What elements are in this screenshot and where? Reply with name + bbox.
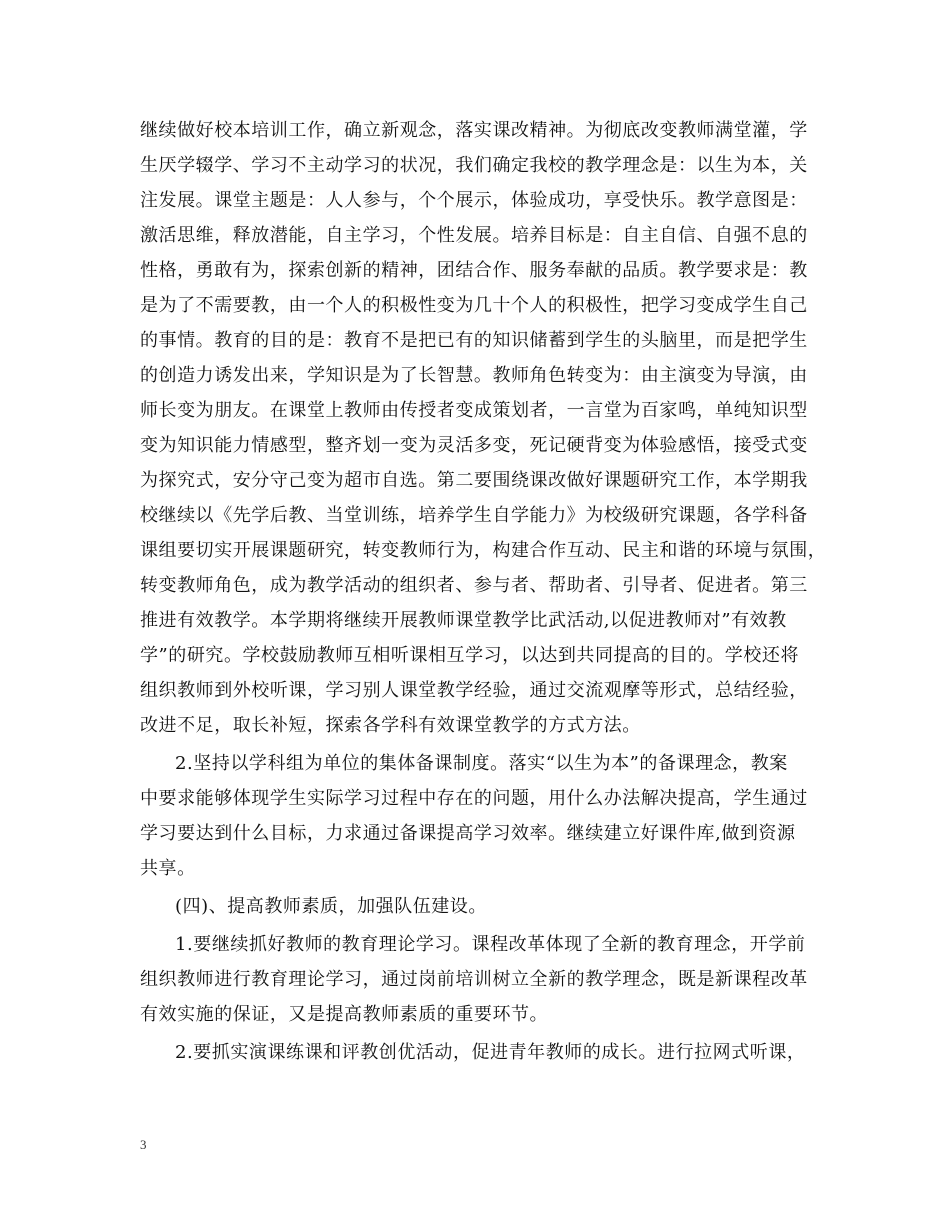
text-line: 改进不足，取长补短，探索各学科有效课堂教学的方式方法。 [140,715,641,736]
text-line: 的事情。教育的目的是：教育不是把已有的知识储蓄到学生的头脑里，而是把学生 [140,330,808,351]
paragraph-5 [140,1035,830,1070]
text-line: 继续做好校本培训工作，确立新观念，落实课改精神。为彻底改变教师满堂灌，学 [140,120,808,141]
text-line: 变为知识能力情感型，整齐划一变为灵活多变，死记硬背变为体验感悟，接受式变 [140,435,808,456]
text-line: 组织教师到外校听课，学习别人课堂教学经验，通过交流观摩等形式，总结经验， [140,680,808,701]
section-heading [140,889,830,924]
text-line: 学习要达到什么目标，力求通过备课提高学习效率。继续建立好课件库,做到资源 [140,823,796,844]
text-line: 生厌学辍学、学习不主动学习的状况，我们确定我校的教学理念是：以生为本，关 [140,155,808,176]
text-line: 2.坚持以学科组为单位的集体备课制度。落实“以生为本”的备课理念，教案 [175,753,788,774]
text-line: 共享。 [140,858,196,879]
text-line: 中要求能够体现学生实际学习过程中存在的问题，用什么办法解决提高，学生通过 [140,788,808,809]
text-line: 1.要继续抓好教师的教育理论学习。课程改革体现了全新的教育理念，开学前 [175,934,806,955]
text-line: 课组要切实开展课题研究，转变教师行为，构建合作互动、民主和谐的环境与氛围， [140,540,827,561]
text-line: 为探究式，安分守己变为超市自选。第二要围绕课改做好课题研究工作，本学期我 [140,470,808,491]
text-line: 的创造力诱发出来，学知识是为了长智慧。教师角色转变为：由主演变为导演，由 [140,365,808,386]
text-line: 组织教师进行教育理论学习，通过岗前培训树立全新的教学理念，既是新课程改革 [140,969,808,990]
text-line: 转变教师角色，成为教学活动的组织者、参与者、帮助者、引导者、促进者。第三 [140,575,808,596]
paragraph-4 [140,927,830,1032]
text-line: 学”的研究。学校鼓励教师互相听课相互学习，以达到共同提高的目的。学校还将 [140,645,799,666]
text-line: 性格，勇敢有为，探索创新的精神，团结合作、服务奉献的品质。教学要求是：教 [140,260,808,281]
paragraph-1 [140,113,830,743]
document-body [140,113,830,1070]
text-line: 激活思维，释放潜能，自主学习，个性发展。培养目标是：自主自信、自强不息的 [140,225,808,246]
text-line: 注发展。课堂主题是：人人参与，个个展示，体验成功，享受快乐。教学意图是： [140,190,808,211]
text-line: 推进有效教学。本学期将继续开展教师课堂教学比武活动,以促进教师对”有效教 [140,610,787,631]
text-line: 校继续以《先学后教、当堂训练，培养学生自学能力》为校级研究课题，各学科备 [140,505,808,526]
text-line: 2.要抓实演课练课和评教创优活动，促进青年教师的成长。进行拉网式听课， [175,1042,806,1063]
text-line: 师长变为朋友。在课堂上教师由传授者变成策划者，一言堂为百家鸣，单纯知识型 [140,400,808,421]
text-line: 是为了不需要教，由一个人的积极性变为几十个人的积极性，把学习变成学生自己 [140,295,808,316]
text-line: (四)、提高教师素质，加强队伍建设。 [175,896,487,917]
page-number: 3 [140,1137,147,1152]
text-line: 有效实施的保证，又是提高教师素质的重要环节。 [140,1004,549,1025]
paragraph-2 [140,746,830,886]
